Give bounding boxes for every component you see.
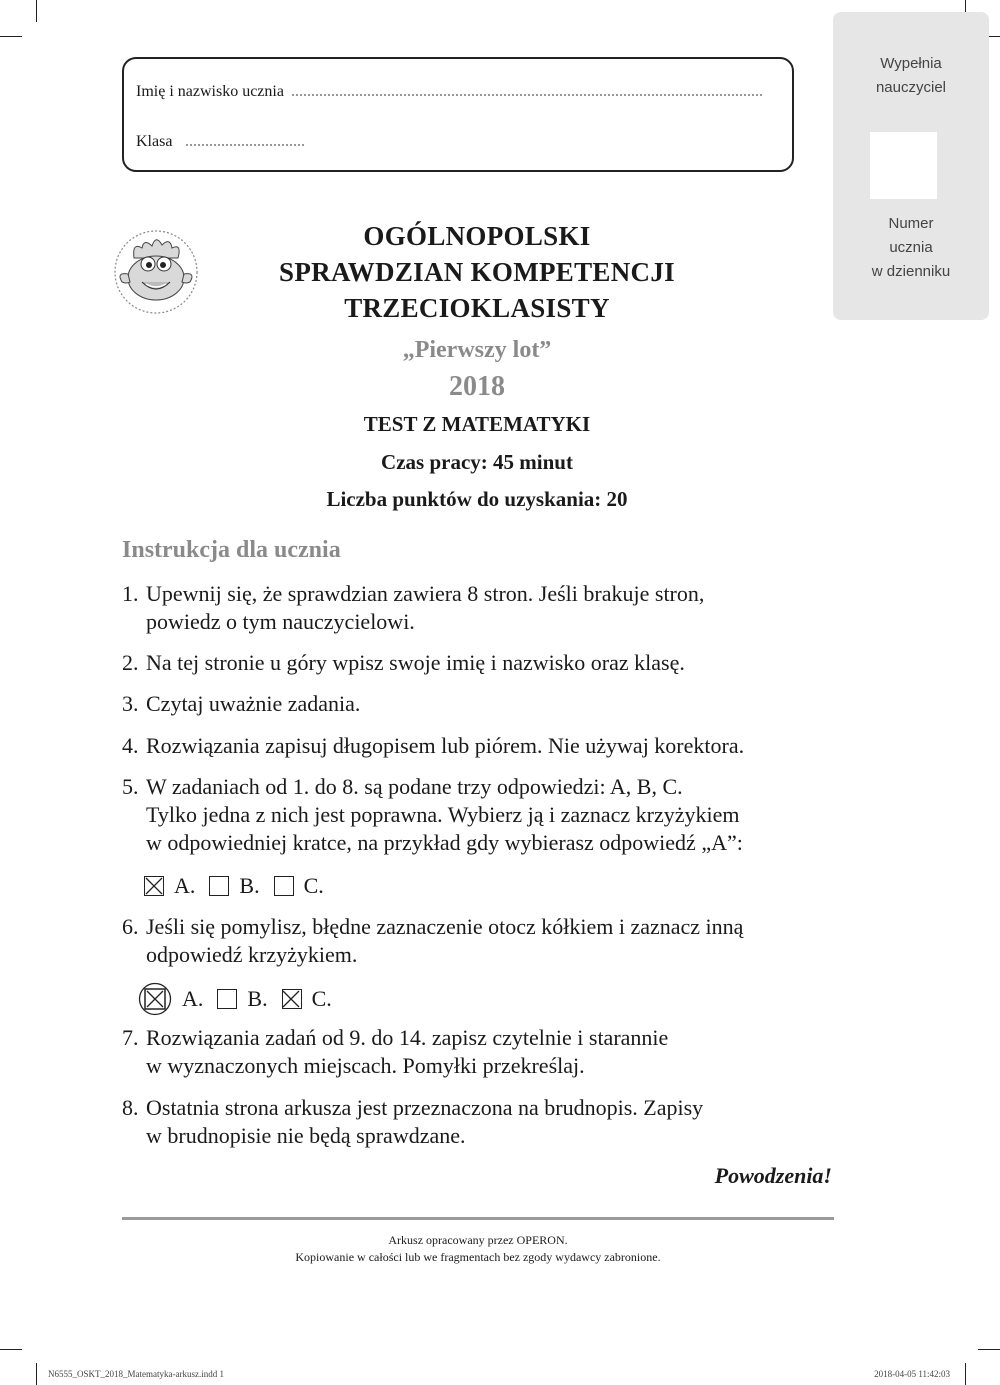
title-line-2: SPRAWDZIAN KOMPETENCJI: [279, 257, 675, 287]
student-number-box[interactable]: [870, 132, 937, 199]
test-subject: TEST Z MATEMATYKI: [363, 412, 591, 436]
crop-mark: [0, 36, 22, 37]
instruction-item: [122, 580, 842, 636]
instruction-item: [122, 773, 842, 857]
teacher-fill-label: [833, 52, 989, 100]
circled-cross-icon: [138, 982, 172, 1016]
number-label-line: Numer: [888, 215, 934, 232]
student-number-label: [833, 212, 989, 284]
test-points: Liczba punktów do uzyskania: 20: [326, 487, 628, 511]
instruction-text: Jeśli się pomylisz, błędne zaznaczenie otocz kółkiem i zaznacz inną: [146, 914, 744, 939]
instruction-item: [122, 1024, 842, 1080]
option-label-c: C.: [303, 873, 324, 898]
number-label-line: w dzienniku: [871, 263, 951, 280]
title-line-1: OGÓLNOPOLSKI: [363, 221, 591, 251]
slug-filename: N6555_OSKT_2018_Matematyka-arkusz.indd 1: [48, 1369, 224, 1379]
checkbox-empty: [274, 876, 294, 896]
student-class-label: Klasa: [136, 133, 173, 150]
example-1-row: [144, 873, 338, 899]
student-name-row: [136, 83, 762, 101]
edition-name: „Pierwszy lot”: [402, 337, 552, 363]
crop-mark: [965, 1363, 966, 1385]
instruction-number: 6.: [122, 914, 139, 939]
instruction-text: Czytaj uważnie zadania.: [146, 691, 361, 716]
instruction-number: 8.: [122, 1095, 139, 1120]
instruction-text: Rozwiązania zadań od 9. do 14. zapisz czytelnie i starannie: [146, 1025, 669, 1050]
checkbox-empty: [217, 989, 237, 1009]
checkbox-empty: [209, 876, 229, 896]
crop-mark: [0, 1349, 22, 1350]
student-class-field[interactable]: [186, 134, 304, 146]
instruction-text: Rozwiązania zapisuj długopisem lub piórem. Nie używaj korektora.: [146, 733, 745, 758]
instruction-number: 3.: [122, 691, 139, 716]
instruction-text: Upewnij się, że sprawdzian zawiera 8 stron. Jeśli brakuje stron,: [146, 581, 705, 606]
instruction-item: [122, 913, 842, 969]
crop-mark: [36, 0, 37, 22]
option-label-a: A.: [174, 873, 196, 898]
instruction-item: [122, 690, 842, 718]
instruction-number: 7.: [122, 1025, 139, 1050]
student-name-field[interactable]: [292, 84, 762, 96]
option-label-b: B.: [239, 873, 260, 898]
cross-icon: [281, 989, 301, 1009]
student-info-box: [122, 57, 794, 172]
teacher-panel: [833, 12, 989, 320]
instruction-number: 2.: [122, 650, 139, 675]
instruction-text: odpowiedź krzyżykiem.: [146, 942, 358, 967]
instruction-text: w brudnopisie nie będą sprawdzane.: [146, 1123, 466, 1148]
footer-divider: [122, 1217, 834, 1220]
instruction-number: 4.: [122, 733, 139, 758]
teacher-fill-label-line: Wypełnia: [880, 55, 942, 72]
cross-icon: [144, 876, 164, 896]
instruction-text: w wyznaczonych miejscach. Pomyłki przekreślaj.: [146, 1053, 585, 1078]
instruction-item: [122, 1094, 842, 1150]
instructions-heading: Instrukcja dla ucznia: [122, 537, 341, 563]
instruction-text: Ostatnia strona arkusza jest przeznaczona na brudnopis. Zapisy: [146, 1095, 704, 1120]
instruction-item: [122, 732, 842, 760]
student-name-label: Imię i nazwisko ucznia: [136, 83, 284, 100]
example-2-row: [138, 982, 346, 1016]
crop-mark: [36, 1363, 37, 1385]
footer-publisher: Arkusz opracowany przez OPERON.: [388, 1233, 568, 1247]
instruction-text: W zadaniach od 1. do 8. są podane trzy odpowiedzi: A, B, C.: [146, 774, 683, 799]
title-line-3: TRZECIOKLASISTY: [344, 293, 610, 323]
instruction-text: Tylko jedna z nich jest poprawna. Wybierz ją i zaznacz krzyżykiem: [146, 802, 740, 827]
instruction-number: 5.: [122, 774, 139, 799]
crop-mark: [978, 1349, 1000, 1350]
footer-copyright: Kopiowanie w całości lub we fragmentach bez zgody wydawcy zabronione.: [295, 1250, 661, 1264]
checkbox-circled: [138, 982, 172, 1016]
test-time: Czas pracy: 45 minut: [381, 450, 573, 474]
student-class-row: [136, 133, 304, 151]
instruction-text: Na tej stronie u góry wpisz swoje imię i nazwisko oraz klasę.: [146, 650, 685, 675]
instruction-number: 1.: [122, 581, 139, 606]
instruction-item: [122, 649, 842, 677]
option-label-b: B.: [247, 986, 268, 1011]
instruction-text: powiedz o tym nauczycielowi.: [146, 609, 415, 634]
number-label-line: ucznia: [889, 239, 933, 256]
slug-date: 2018-04-05 11:42:03: [874, 1369, 950, 1379]
edition-year: 2018: [449, 371, 505, 402]
checkbox-crossed: [144, 876, 164, 896]
checkbox-crossed: [282, 989, 302, 1009]
teacher-fill-label-line: nauczyciel: [875, 79, 947, 96]
good-luck-text: Powodzenia!: [714, 1163, 832, 1188]
instruction-text: w odpowiedniej kratce, na przykład gdy wybierasz odpowiedź „A”:: [146, 830, 743, 855]
option-label-a: A.: [182, 986, 204, 1011]
option-label-c: C.: [311, 986, 332, 1011]
